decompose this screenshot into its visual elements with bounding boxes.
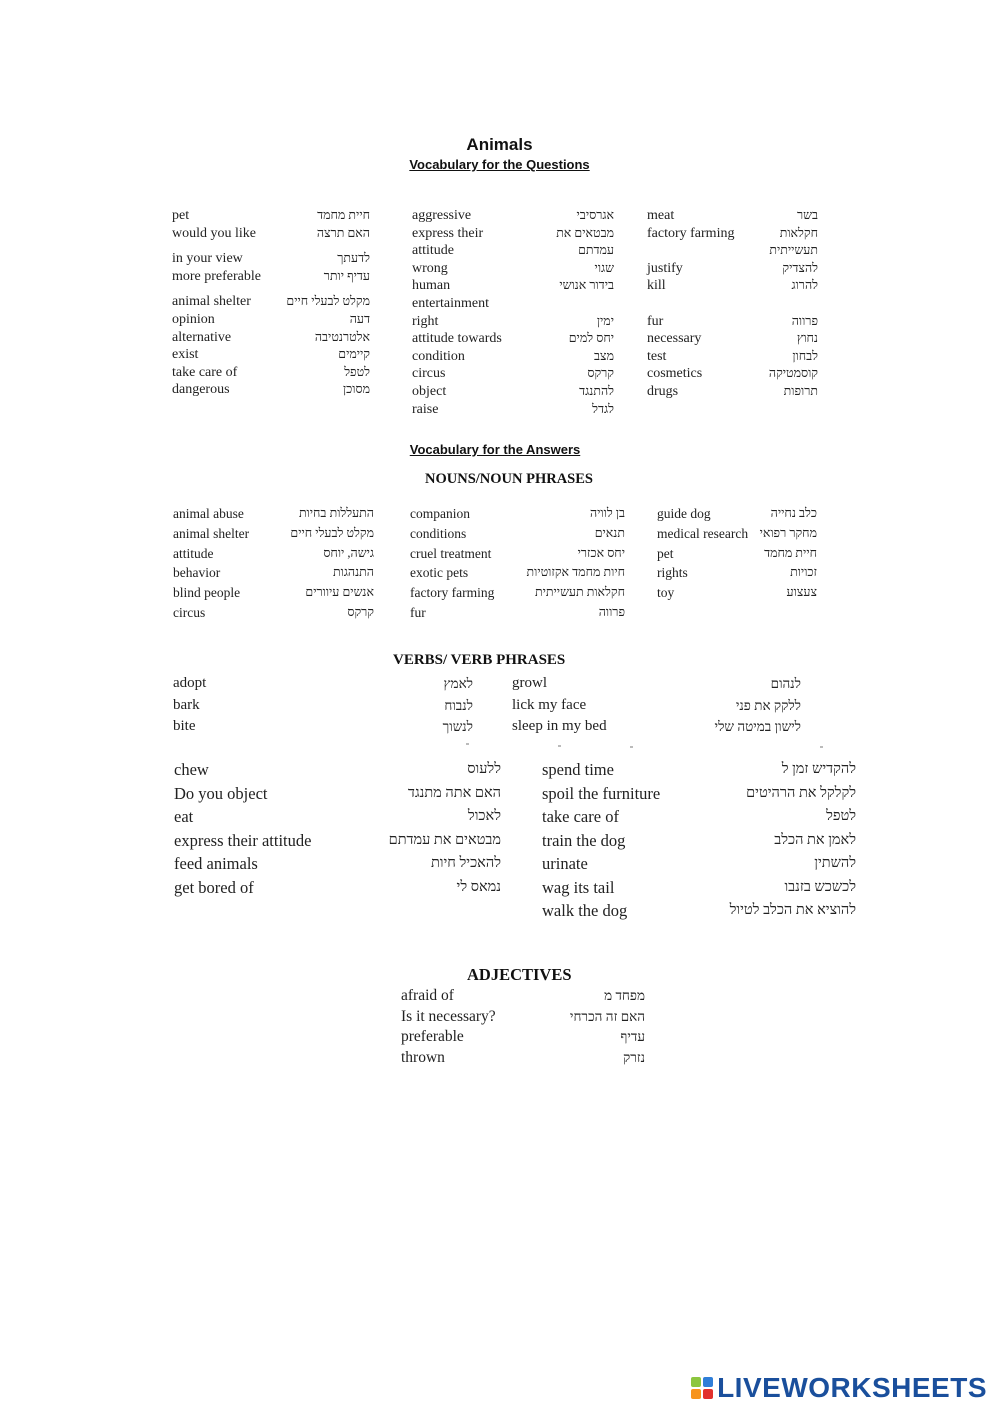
hebrew-translation: עדיף <box>620 1029 645 1044</box>
vocab-row <box>401 1007 645 1028</box>
english-term: take care of <box>172 364 238 380</box>
english-term: necessary <box>647 331 702 347</box>
hebrew-translation: בשר <box>796 208 818 222</box>
english-term: feed animals <box>174 854 258 873</box>
hebrew-translation: לנבוח <box>444 697 473 713</box>
vocab-row <box>172 225 370 243</box>
vocab-row <box>401 986 645 1007</box>
hebrew-translation: להקדיש זמן ל <box>781 761 856 777</box>
hebrew-translation: חקלאות תעשייתית <box>534 585 625 600</box>
vocab-row <box>647 295 818 313</box>
vocab-row <box>647 207 818 225</box>
vocab-row <box>647 242 818 260</box>
english-term: human <box>412 278 451 294</box>
english-term: cruel treatment <box>410 545 492 561</box>
vocab-row <box>542 899 856 923</box>
hebrew-translation: תעשייתית <box>769 243 818 258</box>
hebrew-translation: ללעוס <box>467 761 501 777</box>
english-term: medical research <box>657 525 749 541</box>
english-term: exotic pets <box>410 565 469 581</box>
vocab-row <box>412 313 614 331</box>
hebrew-translation: חיית מחמד <box>764 545 817 560</box>
hebrew-translation: התעללות בחיות <box>298 506 374 520</box>
vocab-row <box>173 544 374 564</box>
nouns-heading: NOUNS/NOUN PHRASES <box>425 471 593 487</box>
nouns-column-1 <box>173 504 374 623</box>
vocab-row <box>412 295 614 313</box>
vocab-row <box>401 1048 645 1069</box>
vocab-row <box>173 504 374 524</box>
vocab-row <box>542 829 856 853</box>
hebrew-translation: התנהגות <box>332 565 374 580</box>
page-title: Animals <box>466 135 533 154</box>
hebrew-translation: פרווה <box>598 604 625 619</box>
vocab-row <box>542 876 856 900</box>
hebrew-translation: פרווה <box>791 313 818 328</box>
english-term: attitude towards <box>412 331 502 347</box>
vocab-row <box>647 383 818 401</box>
english-term: animal shelter <box>173 525 250 541</box>
english-term: spend time <box>542 760 614 779</box>
english-term: kill <box>647 278 666 294</box>
vocab-row <box>542 805 856 829</box>
english-term: right <box>412 313 439 329</box>
hebrew-translation: להרוג <box>791 278 818 293</box>
english-term: attitude <box>173 545 214 561</box>
english-term: opinion <box>172 311 215 327</box>
hebrew-translation: זכויות <box>790 565 817 580</box>
questions-column-2 <box>412 207 614 418</box>
hebrew-translation: עדיף יותר <box>323 268 370 283</box>
vocab-row <box>657 544 817 564</box>
english-term: growl <box>512 675 547 691</box>
english-term: thrown <box>401 1048 445 1066</box>
english-term: urinate <box>542 854 588 873</box>
nouns-column-3 <box>657 504 817 603</box>
vocab-row <box>410 563 625 583</box>
questions-column-1 <box>172 207 370 399</box>
logo-text: LIVEWORKSHEETS <box>717 1372 987 1403</box>
vocab-row <box>410 524 625 544</box>
vocab-row <box>542 782 856 806</box>
adjectives-heading: ADJECTIVES <box>467 965 572 984</box>
english-term: more preferable <box>172 268 261 284</box>
english-term: circus <box>412 366 446 382</box>
hebrew-translation: אלטרנטיבה <box>314 329 370 344</box>
vocab-row <box>401 1027 645 1048</box>
hebrew-translation: לאכול <box>467 808 501 824</box>
hebrew-translation: לטפל <box>826 808 856 824</box>
vocab-row <box>410 603 625 623</box>
vocab-row <box>173 695 473 717</box>
english-term: express their <box>412 225 484 241</box>
vocab-row <box>174 876 501 900</box>
vocab-row <box>647 277 818 295</box>
hebrew-translation: חיית מחמד <box>317 208 370 222</box>
english-term: sleep in my bed <box>512 718 607 734</box>
scan-artifact <box>630 746 633 748</box>
vocab-row <box>172 268 370 286</box>
vocab-row <box>647 225 818 243</box>
hebrew-translation: תרופות <box>783 383 818 398</box>
english-term: train the dog <box>542 830 626 850</box>
hebrew-translation: האם זה הכרחי <box>569 1008 645 1024</box>
vocab-row <box>647 313 818 331</box>
vocab-row <box>412 207 614 225</box>
english-term: object <box>412 383 447 399</box>
hebrew-translation: לגדל <box>592 401 614 416</box>
vocab-row <box>412 330 614 348</box>
english-term: adopt <box>173 675 207 691</box>
hebrew-translation: קיימים <box>338 347 370 362</box>
english-term: lick my face <box>512 696 587 713</box>
english-term: guide dog <box>657 506 711 521</box>
hebrew-translation: מפחד מ <box>604 988 645 1003</box>
vocab-row <box>410 544 625 564</box>
vocab-row <box>173 524 374 544</box>
hebrew-translation: נחוץ <box>796 331 818 346</box>
vocab-row <box>172 346 370 364</box>
vocab-row <box>657 504 817 524</box>
vocab-row <box>173 716 473 738</box>
english-term: in your view <box>172 251 243 267</box>
vocab-row <box>412 401 614 419</box>
vocab-row <box>410 504 625 524</box>
hebrew-translation: האם אתה מתנגד <box>407 784 501 801</box>
vocab-row <box>512 716 801 738</box>
hebrew-translation: ימין <box>596 313 614 328</box>
vocab-row <box>647 260 818 278</box>
english-term: pet <box>172 208 190 223</box>
english-term: factory farming <box>647 225 735 241</box>
english-term: drugs <box>647 383 679 399</box>
hebrew-translation: להתנגד <box>579 383 614 398</box>
english-term: cosmetics <box>647 366 703 382</box>
hebrew-translation: נזרק <box>622 1049 645 1065</box>
adjectives-list <box>401 986 645 1068</box>
english-term: toy <box>657 585 675 601</box>
hebrew-translation: לישון במיטה שלי <box>714 719 801 734</box>
verbs-bottom-column-2 <box>542 758 856 923</box>
vocab-row <box>172 381 370 399</box>
vocab-row <box>412 348 614 366</box>
vocab-row <box>410 583 625 603</box>
hebrew-translation: להצדיק <box>782 260 818 275</box>
english-term: preferable <box>401 1028 464 1045</box>
hebrew-translation: קרקס <box>587 366 614 381</box>
hebrew-translation: לבחון <box>792 348 818 363</box>
vocab-row <box>172 329 370 347</box>
english-term: entertainment <box>412 295 489 311</box>
english-term: afraid of <box>401 987 454 1004</box>
english-term: spoil the furniture <box>542 783 661 803</box>
vocab-row <box>174 758 501 782</box>
row-gap <box>172 242 370 250</box>
english-term: animal shelter <box>172 294 251 310</box>
hebrew-translation: יחס למים <box>568 331 614 346</box>
vocab-row <box>412 242 614 260</box>
english-term: bark <box>173 696 200 713</box>
vocab-row <box>174 805 501 829</box>
vocab-row <box>647 348 818 366</box>
vocab-row <box>172 311 370 329</box>
english-term: would you like <box>172 225 256 241</box>
english-term: walk the dog <box>542 901 628 920</box>
hebrew-translation: ללקק את פני <box>735 697 801 713</box>
hebrew-translation: לטפל <box>344 364 370 379</box>
scan-artifact <box>466 743 469 745</box>
english-term: pet <box>657 545 674 561</box>
vocab-row <box>173 583 374 603</box>
english-term: condition <box>412 348 465 364</box>
vocab-row <box>174 782 501 806</box>
english-term: test <box>647 348 667 364</box>
vocab-row <box>412 260 614 278</box>
hebrew-translation: להוציא את הכלב לטיול <box>729 902 856 918</box>
vocab-row <box>542 758 856 782</box>
hebrew-translation: נמאס לי <box>456 878 501 895</box>
vocab-row <box>172 250 370 268</box>
english-term: Do you object <box>174 783 268 803</box>
verbs-heading: VERBS/ VERB PHRASES <box>393 652 566 668</box>
hebrew-translation: בן לוויה <box>589 506 625 520</box>
hebrew-translation: יחס אכזרי <box>577 545 625 560</box>
vocab-row <box>657 524 817 544</box>
hebrew-translation: מקלט לבעלי חיים <box>286 294 370 309</box>
vocab-row <box>174 829 501 853</box>
hebrew-translation: מצב <box>594 348 614 363</box>
vocab-row <box>172 207 370 225</box>
hebrew-translation: מסוכן <box>342 382 370 397</box>
english-term: rights <box>657 565 688 581</box>
english-term: exist <box>172 347 199 363</box>
english-term: behavior <box>173 565 221 581</box>
verbs-top-column-2 <box>512 673 801 738</box>
english-term: take care of <box>542 807 619 826</box>
english-term: bite <box>173 718 196 734</box>
hebrew-translation: גישה, יוחס <box>323 545 374 560</box>
hebrew-translation: אגרסיבי <box>576 208 614 222</box>
vocab-row <box>412 277 614 295</box>
vocab-row <box>647 330 818 348</box>
hebrew-translation: אנשים עיוורים <box>305 585 374 600</box>
scan-artifact <box>820 746 823 748</box>
vocab-row <box>512 695 801 717</box>
nouns-column-2 <box>410 504 625 623</box>
questions-column-3 <box>647 207 818 401</box>
english-term: companion <box>410 506 470 521</box>
vocab-row <box>412 383 614 401</box>
hebrew-translation: לקלקל את הרהיטים <box>746 784 856 801</box>
hebrew-translation: קוסמטיקה <box>768 366 818 381</box>
hebrew-translation: חקלאות <box>779 225 818 240</box>
verbs-bottom-column-1 <box>174 758 501 899</box>
answers-title: Vocabulary for the Answers <box>409 442 581 457</box>
vocab-row <box>173 603 374 623</box>
verbs-top-column-1 <box>173 673 473 738</box>
vocab-row <box>173 563 374 583</box>
english-term: fur <box>647 313 664 329</box>
hebrew-translation: תנאים <box>594 525 625 540</box>
vocab-row <box>172 364 370 382</box>
english-term: raise <box>412 401 439 417</box>
hebrew-translation: לנשוך <box>442 719 473 734</box>
english-term: fur <box>410 604 426 620</box>
english-term: meat <box>647 208 675 223</box>
english-term: justify <box>647 260 683 276</box>
hebrew-translation: שגוי <box>594 260 614 275</box>
hebrew-translation: לאמץ <box>443 676 473 691</box>
logo-mark-icon <box>691 1377 713 1399</box>
vocab-row <box>412 365 614 383</box>
hebrew-translation: להאכיל חיות <box>430 855 501 871</box>
hebrew-translation: עמדתם <box>578 243 614 258</box>
hebrew-translation: מבטאים את <box>556 225 614 240</box>
english-term: chew <box>174 760 209 779</box>
liveworksheets-logo <box>691 1373 987 1403</box>
vocab-row <box>657 563 817 583</box>
english-term: circus <box>173 604 206 620</box>
english-term: alternative <box>172 329 232 345</box>
hebrew-translation: לדעתך <box>337 251 370 266</box>
vocab-row <box>172 293 370 311</box>
questions-subtitle: Vocabulary for the Questions <box>409 157 590 172</box>
hebrew-translation: כלב נחייה <box>770 506 817 520</box>
english-term: Is it necessary? <box>401 1007 496 1025</box>
english-term: dangerous <box>172 382 230 398</box>
vocab-row <box>412 225 614 243</box>
english-term: get bored of <box>174 877 254 897</box>
row-gap <box>172 285 370 293</box>
english-term: animal abuse <box>173 506 244 521</box>
hebrew-translation: לאמן את הכלב <box>774 831 856 848</box>
english-term: eat <box>174 807 194 826</box>
english-term: aggressive <box>412 208 472 223</box>
english-term: express their attitude <box>174 830 312 850</box>
english-term: attitude <box>412 243 454 259</box>
hebrew-translation: לכשכש בזנבו <box>784 878 856 895</box>
hebrew-translation: מחקר רפואי <box>759 525 817 540</box>
vocab-row <box>174 852 501 876</box>
hebrew-translation: לנהום <box>770 676 801 691</box>
hebrew-translation: האם תרצה <box>316 225 370 240</box>
english-term: conditions <box>410 525 467 541</box>
english-term: factory farming <box>410 585 495 601</box>
hebrew-translation: מקלט לבעלי חיים <box>290 525 374 540</box>
vocab-row <box>657 583 817 603</box>
hebrew-translation: קרקס <box>347 604 374 619</box>
hebrew-translation: להשתין <box>814 855 856 871</box>
scan-artifact <box>558 745 561 747</box>
hebrew-translation: צעצוע <box>786 585 817 600</box>
english-term: wag its tail <box>542 877 615 897</box>
vocab-row <box>647 365 818 383</box>
hebrew-translation: דעה <box>349 311 370 326</box>
hebrew-translation: בידור אנושי <box>559 278 614 293</box>
vocab-row <box>542 852 856 876</box>
english-term: blind people <box>173 585 241 601</box>
vocab-row <box>173 673 473 695</box>
hebrew-translation: חיות מחמד אקזוטיות <box>526 565 625 580</box>
vocab-row <box>512 673 801 695</box>
hebrew-translation: מבטאים את עמדתם <box>388 831 501 848</box>
english-term: wrong <box>412 260 448 276</box>
